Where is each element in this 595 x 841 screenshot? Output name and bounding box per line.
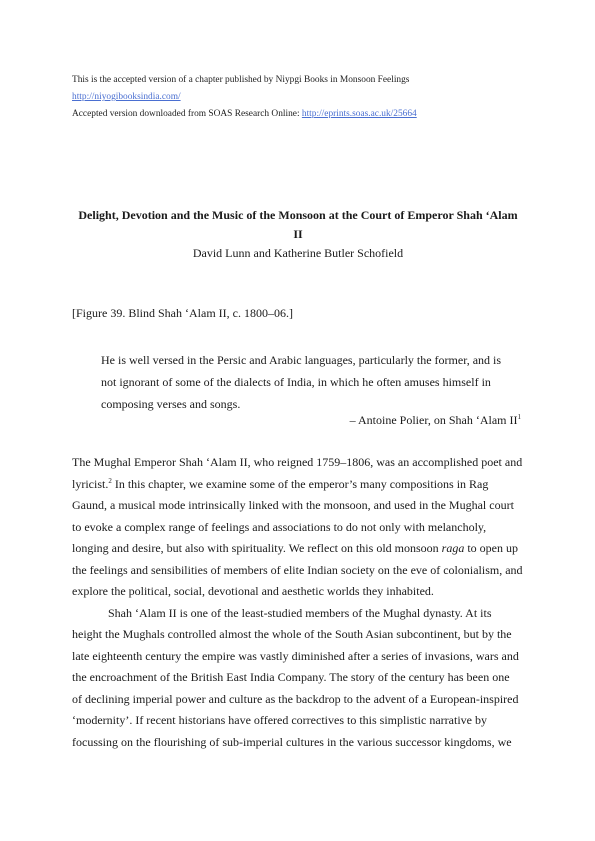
footnote-ref[interactable]: 1: [517, 413, 521, 421]
quote-line: He is well versed in the Persic and Arabic languages, particularly the former, and is: [101, 353, 502, 367]
text-line: to evoke a complex range of feelings and associations to do not only with melancholy,: [72, 519, 487, 534]
paragraph-1: [72, 452, 524, 603]
download-line: [72, 106, 417, 123]
text-line: The Mughal Emperor Shah ‘Alam II, who reigned 1759–1806, was an accomplished poet and: [72, 455, 523, 469]
text-line: height the Mughals controlled almost the whole of the South Asian subcontinent, but by the: [72, 627, 512, 641]
text-line: the encroachment of the British East India Company. The story of the century has been one: [72, 670, 510, 684]
epigraph-attribution: [350, 413, 521, 428]
text-line: [72, 474, 524, 496]
paragraph-2: [72, 603, 524, 754]
download-label: Accepted version downloaded from SOAS Research Online:: [72, 109, 302, 119]
body-text: [72, 452, 524, 753]
text-span: longing and desire, but also with spirituality. We reflect on this old monsoon: [72, 541, 442, 555]
authors: David Lunn and Katherine Butler Schofield: [192, 246, 404, 260]
chapter-title: [72, 206, 524, 244]
text-line: focussing on the flourishing of sub-imperial cultures in the various successor kingdoms, we: [72, 734, 512, 749]
eprints-link[interactable]: http://eprints.soas.ac.uk/25664: [301, 109, 417, 119]
footnote-ref[interactable]: 2: [108, 476, 112, 485]
text-line: Gaund, a musical mode intrinsically linked with the monsoon, and used in the Mughal court: [72, 498, 514, 512]
attribution-text: – Antoine Polier, on Shah ‘Alam II: [349, 413, 518, 427]
text-span: to open up: [464, 541, 518, 555]
citation-header: [72, 72, 417, 123]
figure-caption: [Figure 39. Blind Shah ‘Alam II, c. 1800–06.]: [72, 306, 293, 320]
quote-line: not ignorant of some of the dialects of India, in which he often amuses himself in: [101, 375, 491, 389]
epigraph-quote: [101, 349, 521, 415]
title-line-2: II: [293, 227, 303, 241]
italic-term: raga: [441, 541, 465, 555]
text-line: the feelings and sensibilities of members of elite Indian society on the eve of colonialism, and: [72, 562, 523, 577]
title-line-1: Delight, Devotion and the Music of the Monsoon at the Court of Emperor Shah ‘Alam: [78, 208, 518, 222]
quote-line: composing verses and songs.: [101, 397, 241, 411]
citation-line: This is the accepted version of a chapter published by Niypgi Books in Monsoon Feelings: [72, 75, 410, 85]
text-line: explore the political, social, devotional and aesthetic worlds they inhabited.: [72, 584, 434, 598]
text-span: In this chapter, we examine some of the emperor’s many compositions in Rag: [111, 476, 489, 491]
publisher-link[interactable]: http://niyogibooksindia.com/: [72, 92, 181, 102]
text-span: lyricist.: [72, 476, 109, 491]
text-line: Shah ‘Alam II is one of the least-studied members of the Mughal dynasty. At its: [108, 605, 492, 620]
text-line: [72, 538, 524, 560]
text-line: of declining imperial power and culture as the backdrop to the advent of a European-inspired: [72, 691, 519, 706]
text-line: late eighteenth century the empire was vastly diminished after a series of invasions, wars and: [72, 648, 519, 663]
title-block: [72, 206, 524, 263]
text-line: ‘modernity’. If recent historians have offered correctives to this simplistic narrative by: [72, 713, 487, 727]
